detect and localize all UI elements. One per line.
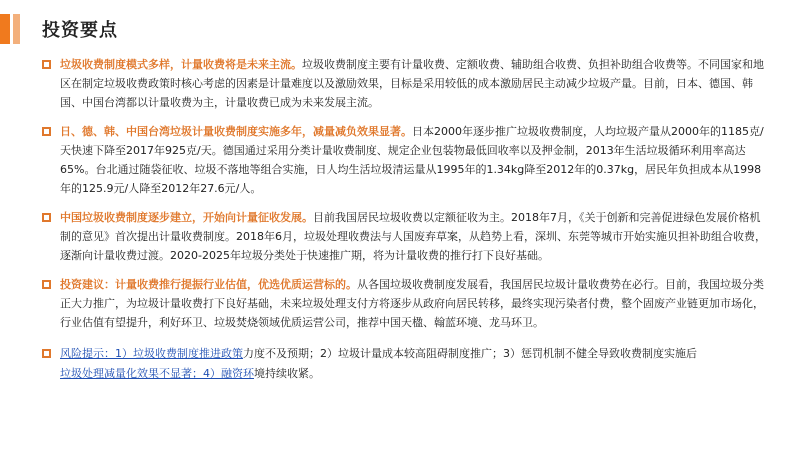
page-title: 投资要点 [42, 20, 118, 41]
item-text: 垃圾收费制度主要有计量收费、定额收费、辅助组合收费、负担补助组合收费等。不同国家和地区在制定垃圾收费政策时核心考虑的因素是计量难度以及激励效果，目标是采用较低的成本激励居民主动减少垃圾产量。目前，日本、德国、韩国、中国台湾都以计量收费为主，计量收费已成为未来发展主流。 [60, 58, 764, 109]
square-bullet-icon [42, 127, 51, 136]
risk-warning [40, 344, 770, 384]
accent-bar [0, 14, 10, 44]
main-content [40, 55, 770, 384]
item-highlight: 投资建议：计量收费推行提振行业估值，优选优质运营标的。 [60, 278, 357, 291]
header [0, 12, 800, 46]
risk-link-2[interactable]: 垃圾处理减量化效果不显著；4）融资环 [60, 367, 254, 380]
item-highlight: 垃圾收费制度模式多样，计量收费将是未来主流。 [60, 58, 302, 71]
list-item [40, 55, 770, 112]
square-bullet-icon [42, 60, 51, 69]
risk-text-1: 力度不及预期；2）垃圾计量成本较高阻碍制度推广；3）惩罚机制不健全导致收费制度实施后 [243, 347, 697, 360]
list-item [40, 275, 770, 332]
risk-text-2: 境持续收紧。 [254, 367, 320, 380]
list-item [40, 122, 770, 198]
square-bullet-icon [42, 213, 51, 222]
risk-label-link[interactable]: 风险提示： [60, 347, 115, 360]
item-text: 日本2000年逐步推广垃圾收费制度，人均垃圾产量从2000年的1185克/天快速下降至2017年925克/天。德国通过采用分类计量收费制度、规定企业包装物最低回收率以及押金制，2013年生活垃圾循环利用率高达65%。台北通过随袋征收、垃圾不落地等组合实施，日人均生活垃圾清运量从1995年的1.34kg降至2012年的0.37kg，居民年负担成本从1998年的125.9元/人降至2012年27.6元/人。 [60, 125, 764, 195]
square-bullet-icon [42, 349, 51, 358]
item-text: 从各国垃圾收费制度发展看，我国居民垃圾计量收费势在必行。目前，我国垃圾分类正大力推广，为垃圾计量收费打下良好基础，未来垃圾处理支付方将逐步从政府向居民转移，最终实现污染者付费，整个固废产业链更加市场化，行业估值有望提升，利好环卫、垃圾焚烧领域优质运营公司，推荐中国天楹、翰蓝环境、龙马环卫。 [60, 278, 764, 329]
accent-bar-secondary [13, 14, 20, 44]
item-highlight: 日、德、韩、中国台湾垃圾计量收费制度实施多年，减量减负效果显著。 [60, 125, 412, 138]
item-highlight: 中国垃圾收费制度逐步建立，开始向计量征收发展。 [60, 211, 313, 224]
list-item [40, 208, 770, 265]
risk-link-1[interactable]: 1）垃圾收费制度推进政策 [115, 347, 243, 360]
item-text: 目前我国居民垃圾收费以定额征收为主。2018年7月，《关于创新和完善促进绿色发展价格机制的意见》首次提出计量收费制度。2018年6月，垃圾处理收费法与人国废弃草案，从趋势上看，深圳、东莞等城市开始实施贝担补助组合收费，逐渐向计量收费过渡。2020-2025年垃圾分类处于快速推广期，将为计量收费的推行打下良好基础。 [60, 211, 766, 262]
square-bullet-icon [42, 280, 51, 289]
